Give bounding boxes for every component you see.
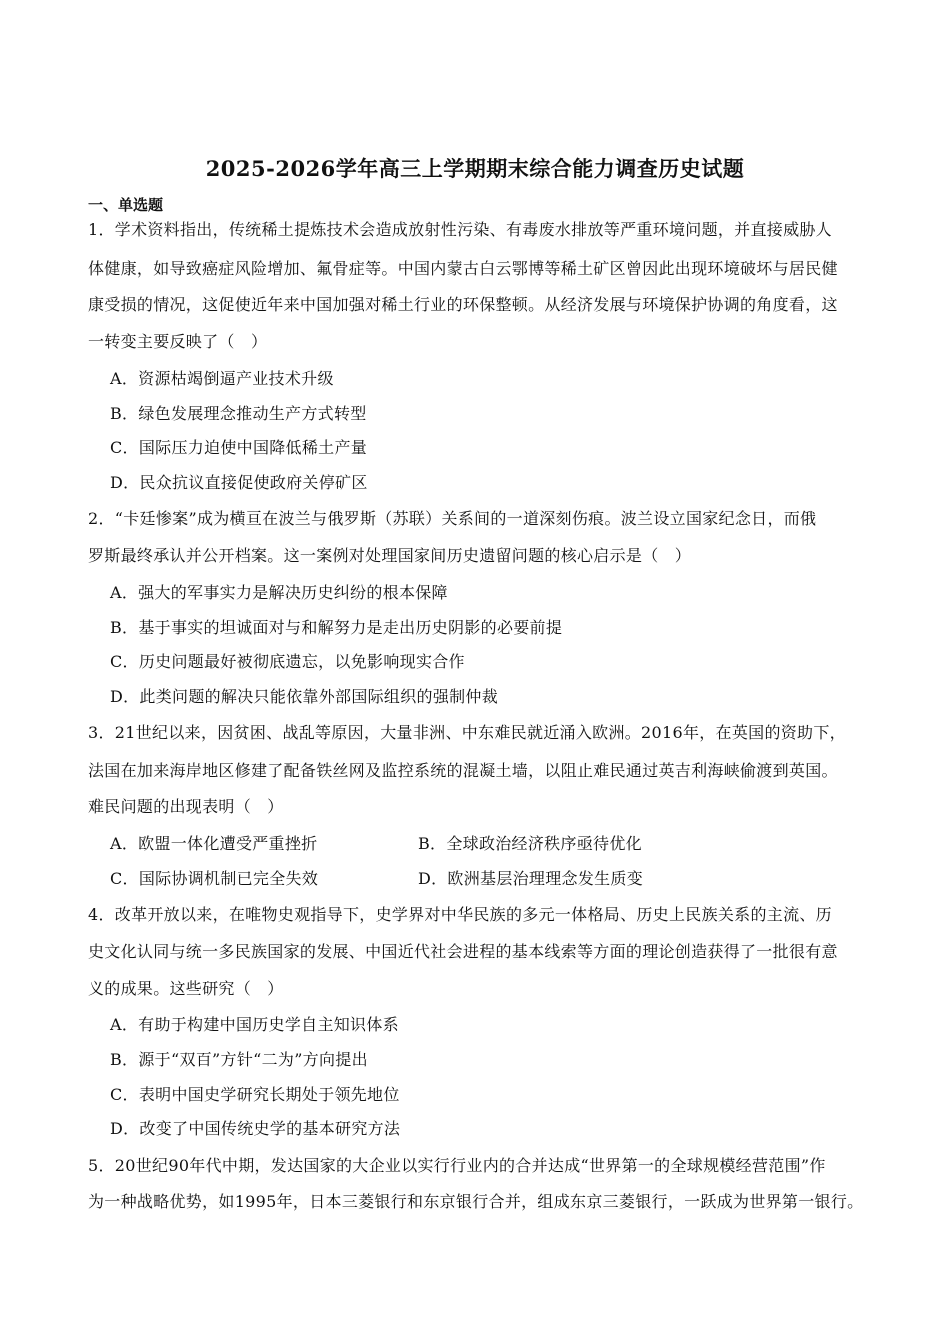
question-3-line-3: 难民问题的出现表明（ ）: [88, 797, 284, 816]
question-1-line-4: 一转变主要反映了（ ）: [88, 332, 268, 351]
question-3-option-a[interactable]: A．欧盟一体化遭受严重挫折: [110, 834, 318, 853]
question-3-option-d[interactable]: D．欧洲基层治理理念发生质变: [418, 869, 644, 888]
page-title: 2025-2026学年高三上学期期末综合能力调查历史试题: [205, 156, 745, 181]
question-1-line-2: 体健康，如导致癌症风险增加、氟骨症等。中国内蒙古白云鄂博等稀土矿区曾因此出现环境破坏与居民健: [88, 259, 838, 278]
question-4-option-d[interactable]: D．改变了中国传统史学的基本研究方法: [110, 1119, 401, 1138]
question-5-line-2: 为一种战略优势，如1995年，日本三菱银行和东京银行合并，组成东京三菱银行，一跃成为世界第一银行。: [88, 1192, 864, 1211]
question-1-option-b[interactable]: B．绿色发展理念推动生产方式转型: [110, 404, 367, 423]
question-1-option-d[interactable]: D．民众抗议直接促使政府关停矿区: [110, 473, 368, 492]
section-heading: 一、单选题: [88, 196, 164, 214]
question-4-line-3: 义的成果。这些研究（ ）: [88, 979, 284, 998]
question-1-line-1: 1．学术资料指出，传统稀土提炼技术会造成放射性污染、有毒废水排放等严重环境问题，并直接威胁人: [88, 220, 832, 239]
question-2-line-2: 罗斯最终承认并公开档案。这一案例对处理国家间历史遗留问题的核心启示是（ ）: [88, 546, 692, 565]
question-4-option-a[interactable]: A．有助于构建中国历史学自主知识体系: [110, 1015, 399, 1034]
question-1-line-3: 康受损的情况，这促使近年来中国加强对稀土行业的环保整顿。从经济发展与环境保护协调的角度看，这: [88, 295, 838, 314]
question-2-option-d[interactable]: D．此类问题的解决只能依靠外部国际组织的强制仲裁: [110, 687, 499, 706]
question-2-option-a[interactable]: A．强大的军事实力是解决历史纠纷的根本保障: [110, 583, 448, 602]
question-4-line-1: 4．改革开放以来，在唯物史观指导下，史学界对中华民族的多元一体格局、历史上民族关系的主流、历: [88, 905, 832, 924]
question-3-line-2: 法国在加来海岸地区修建了配备铁丝网及监控系统的混凝土墙，以阻止难民通过英吉利海峡偷渡到英国。: [88, 761, 838, 780]
question-3-option-c[interactable]: C．国际协调机制已完全失效: [110, 869, 319, 888]
question-3-line-1: 3．21世纪以来，因贫困、战乱等原因，大量非洲、中东难民就近涌入欧洲。2016年，在英国的资助下，: [88, 723, 846, 742]
question-1-option-a[interactable]: A．资源枯竭倒逼产业技术升级: [110, 369, 334, 388]
question-4-option-c[interactable]: C．表明中国史学研究长期处于领先地位: [110, 1085, 400, 1104]
question-4-option-b[interactable]: B．源于“双百”方针“二为”方向提出: [110, 1050, 368, 1069]
question-4-line-2: 史文化认同与统一多民族国家的发展、中国近代社会进程的基本线索等方面的理论创造获得了一批很有意: [88, 942, 838, 961]
question-3-option-b[interactable]: B．全球政治经济秩序亟待优化: [418, 834, 642, 853]
question-5-line-1: 5．20世纪90年代中期，发达国家的大企业以实行行业内的合并达成“世界第一的全球规模经营范围”作: [88, 1156, 826, 1175]
question-1-option-c[interactable]: C．国际压力迫使中国降低稀土产量: [110, 438, 368, 457]
question-2-line-1: 2．“卡廷惨案”成为横亘在波兰与俄罗斯（苏联）关系间的一道深刻伤痕。波兰设立国家纪念日，而俄: [88, 509, 817, 528]
question-2-option-c[interactable]: C．历史问题最好被彻底遗忘，以免影响现实合作: [110, 652, 465, 671]
question-2-option-b[interactable]: B．基于事实的坦诚面对与和解努力是走出历史阴影的必要前提: [110, 618, 563, 637]
